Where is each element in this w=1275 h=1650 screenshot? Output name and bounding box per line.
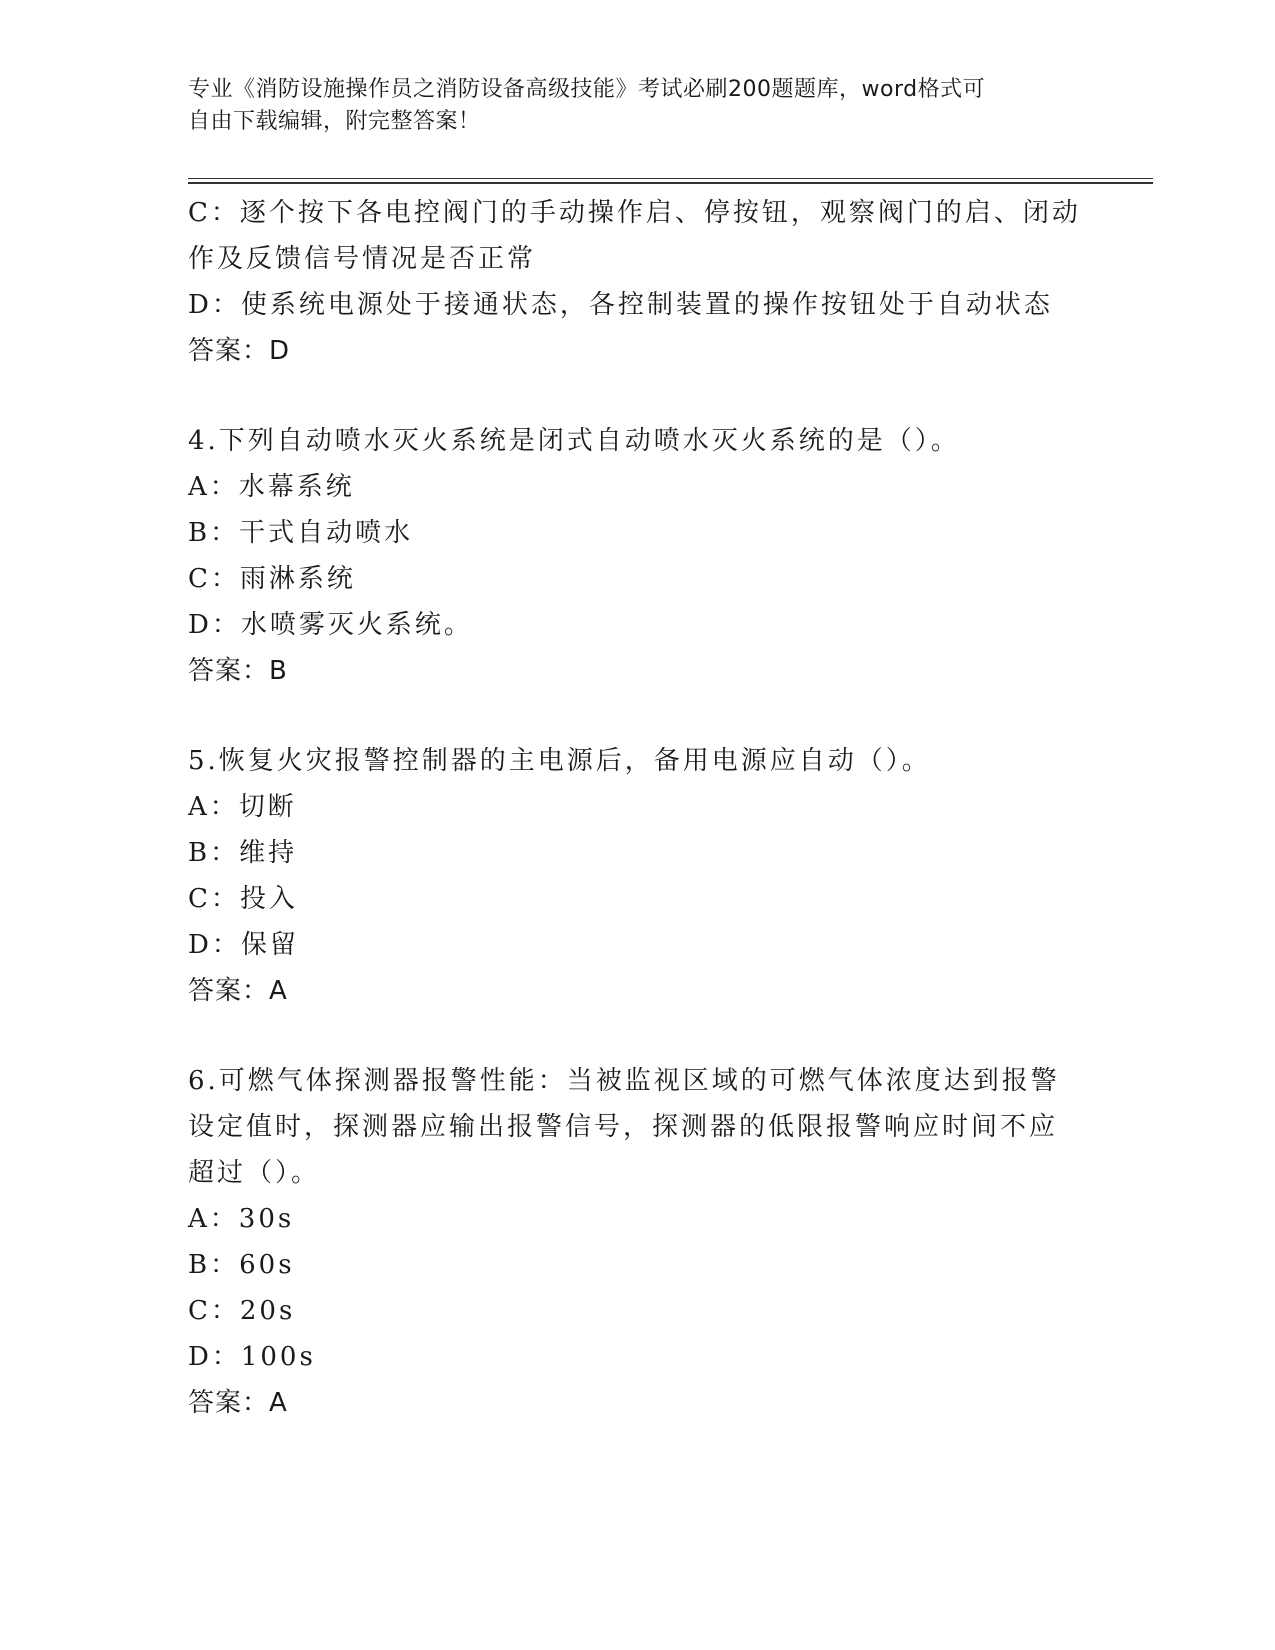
option-b: B：维持 — [188, 838, 298, 868]
answer: 答案：A — [188, 1388, 288, 1418]
question-3-continued — [188, 190, 1088, 374]
option-d: D：100s — [188, 1342, 316, 1372]
answer: 答案：B — [188, 656, 288, 686]
option-b: B：干式自动喷水 — [188, 518, 414, 548]
option-d: D：保留 — [188, 930, 299, 960]
header-rule-thin — [188, 178, 1153, 179]
option-b: B：60s — [188, 1250, 295, 1280]
answer: 答案：A — [188, 976, 288, 1006]
option-a: A：切断 — [188, 792, 297, 822]
spacer — [188, 1014, 1088, 1058]
option-c: C：雨淋系统 — [188, 564, 356, 594]
option-c: C：20s — [188, 1296, 296, 1326]
document-body — [188, 190, 1088, 1426]
document-header — [188, 74, 1088, 138]
option-d: D：使系统电源处于接通状态，各控制装置的操作按钮处于自动状态 — [188, 290, 1053, 320]
question-stem-line-1: 6.可燃气体探测器报警性能：当被监视区域的可燃气体浓度达到报警 — [188, 1066, 1060, 1096]
question-stem: 5.恢复火灾报警控制器的主电源后，备用电源应自动（）。 — [188, 746, 931, 776]
option-a: A：水幕系统 — [188, 472, 355, 502]
answer: 答案：D — [188, 336, 291, 366]
question-stem-line-2: 设定值时，探测器应输出报警信号，探测器的低限报警响应时间不应 — [188, 1112, 1059, 1142]
option-d: D：水喷雾灭火系统。 — [188, 610, 473, 640]
spacer — [188, 694, 1088, 738]
option-c: C：投入 — [188, 884, 298, 914]
question-5 — [188, 738, 1088, 1014]
header-rule-thick — [188, 182, 1153, 184]
header-line-2: 自由下载编辑，附完整答案！ — [188, 109, 481, 134]
question-stem: 4.下列自动喷水灭火系统是闭式自动喷水灭火系统的是（）。 — [188, 426, 960, 456]
option-c-line-2: 作及反馈信号情况是否正常 — [188, 244, 537, 274]
question-6 — [188, 1058, 1088, 1426]
spacer — [188, 374, 1088, 418]
header-line-1: 专业《消防设施操作员之消防设备高级技能》考试必刷200题题库，word格式可 — [188, 77, 986, 102]
question-stem-line-3: 超过（）。 — [188, 1158, 321, 1188]
option-c-line-1: C：逐个按下各电控阀门的手动操作启、停按钮，观察阀门的启、闭动 — [188, 198, 1081, 228]
question-4 — [188, 418, 1088, 694]
option-a: A：30s — [188, 1204, 295, 1234]
